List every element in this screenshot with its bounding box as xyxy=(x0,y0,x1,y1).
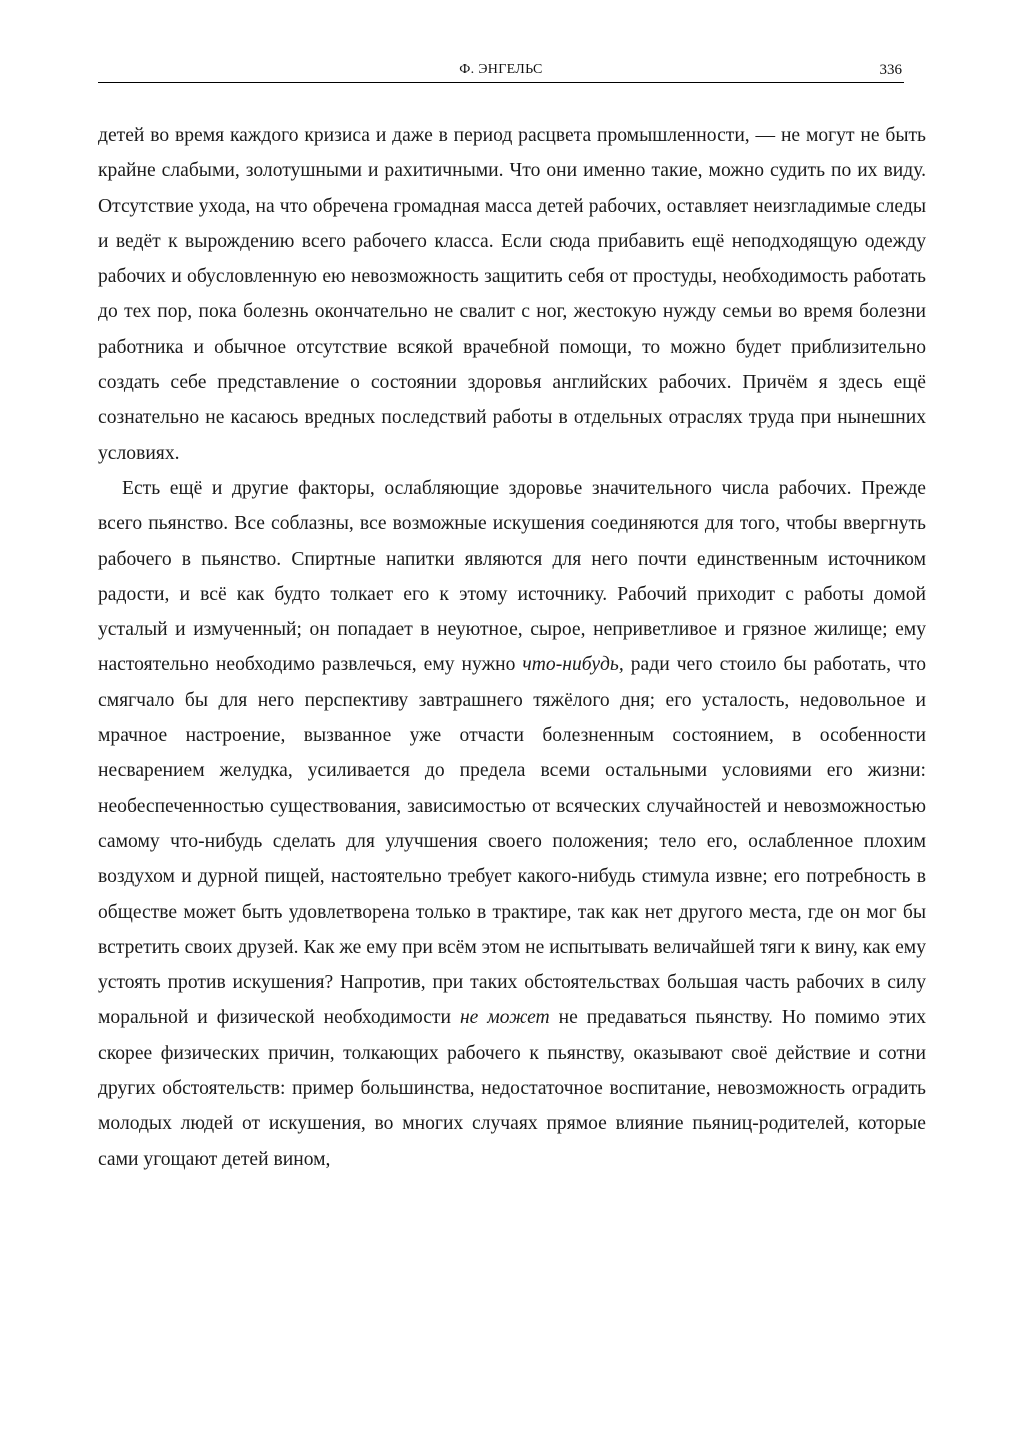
paragraph-1 xyxy=(98,118,926,471)
running-header xyxy=(98,60,904,83)
paragraph-2 xyxy=(98,471,926,1177)
paragraph-1-text: детей во время каждого кризиса и даже в период расцвета промышленности, — не могут не быть крайне слабыми, золотушными и рахитичными. Что они именно такие, можно судить по их виду. Отсутствие ухода, на что обречена громадная масса детей рабочих, оставляет неизгладимые следы и ведёт к вырождению всего рабочего класса. Если сюда прибавить ещё неподходящую одежду рабочих и обусловленную ею невозможность защитить себя от простуды, необходимость работать до тех пор, пока болезнь окончательно не свалит с ног, жестокую нужду семьи во время болезни работника и обычное отсутствие всякой врачебной помощи, то можно будет приблизительно создать себе представление о состоянии здоровья английских рабочих. Причём я здесь ещё сознательно не касаюсь вредных последствий работы в отдельных отраслях труда при нынешних условиях. xyxy=(98,125,926,464)
body-text xyxy=(98,118,926,1177)
page-number: 336 xyxy=(879,62,902,78)
paragraph-2-italic-cannot: не может xyxy=(459,1007,550,1029)
header-author: Ф. ЭНГЕЛЬС xyxy=(459,62,543,77)
paragraph-2-text-part-1: Есть ещё и другие факторы, ослабляющие здоровье значительного числа рабочих. Прежде всего пьянство. Все соблазны, все возможные искушения соединяются для того, чтобы ввергнуть рабочего в пьянство. Спиртные напитки являются для него почти единственным источником радости, и всё как будто толкает его к этому источнику. Рабочий приходит с работы домой усталый и измученный; он попадает в неуютное, сырое, неприветливое и грязное жилище; ему настоятельно необходимо развлечься, ему нужно xyxy=(98,477,926,676)
paragraph-2-text-part-3: не предаваться пьянству. Но помимо этих скорее физических причин, толкающих рабочего к пьянству, оказывают своё действие и сотни других обстоятельств: пример большинства, недостаточное воспитание, невозможность оградить молодых людей от искушения, во многих случаях прямое влияние пьяниц-родителей, которые сами угощают детей вином, xyxy=(98,1007,926,1170)
paragraph-2-italic-something: что-нибудь, xyxy=(522,654,624,676)
paragraph-2-text-part-2: ради чего стоило бы работать, что смягчало бы для него перспективу завтрашнего тяжёлого дня; его усталость, недовольное и мрачное настроение, вызванное уже отчасти болезненным состоянием, в особенности несварением желудка, усиливается до предела всеми остальными условиями его жизни: необеспеченностью существования, зависимостью от всяческих случайностей и невозможностью самому что-нибудь сделать для улучшения своего положения; тело его, ослабленное плохим воздухом и дурной пищей, настоятельно требует какого-нибудь стимула извне; его потребность в обществе может быть удовлетворена только в трактире, так как нет другого места, где он мог бы встретить своих друзей. Как же ему при всём этом не испытывать величайшей тяги к вину, как ему устоять против искушения? Напротив, при таких обстоятельствах большая часть рабочих в силу моральной и физической необходимости xyxy=(98,654,926,1029)
